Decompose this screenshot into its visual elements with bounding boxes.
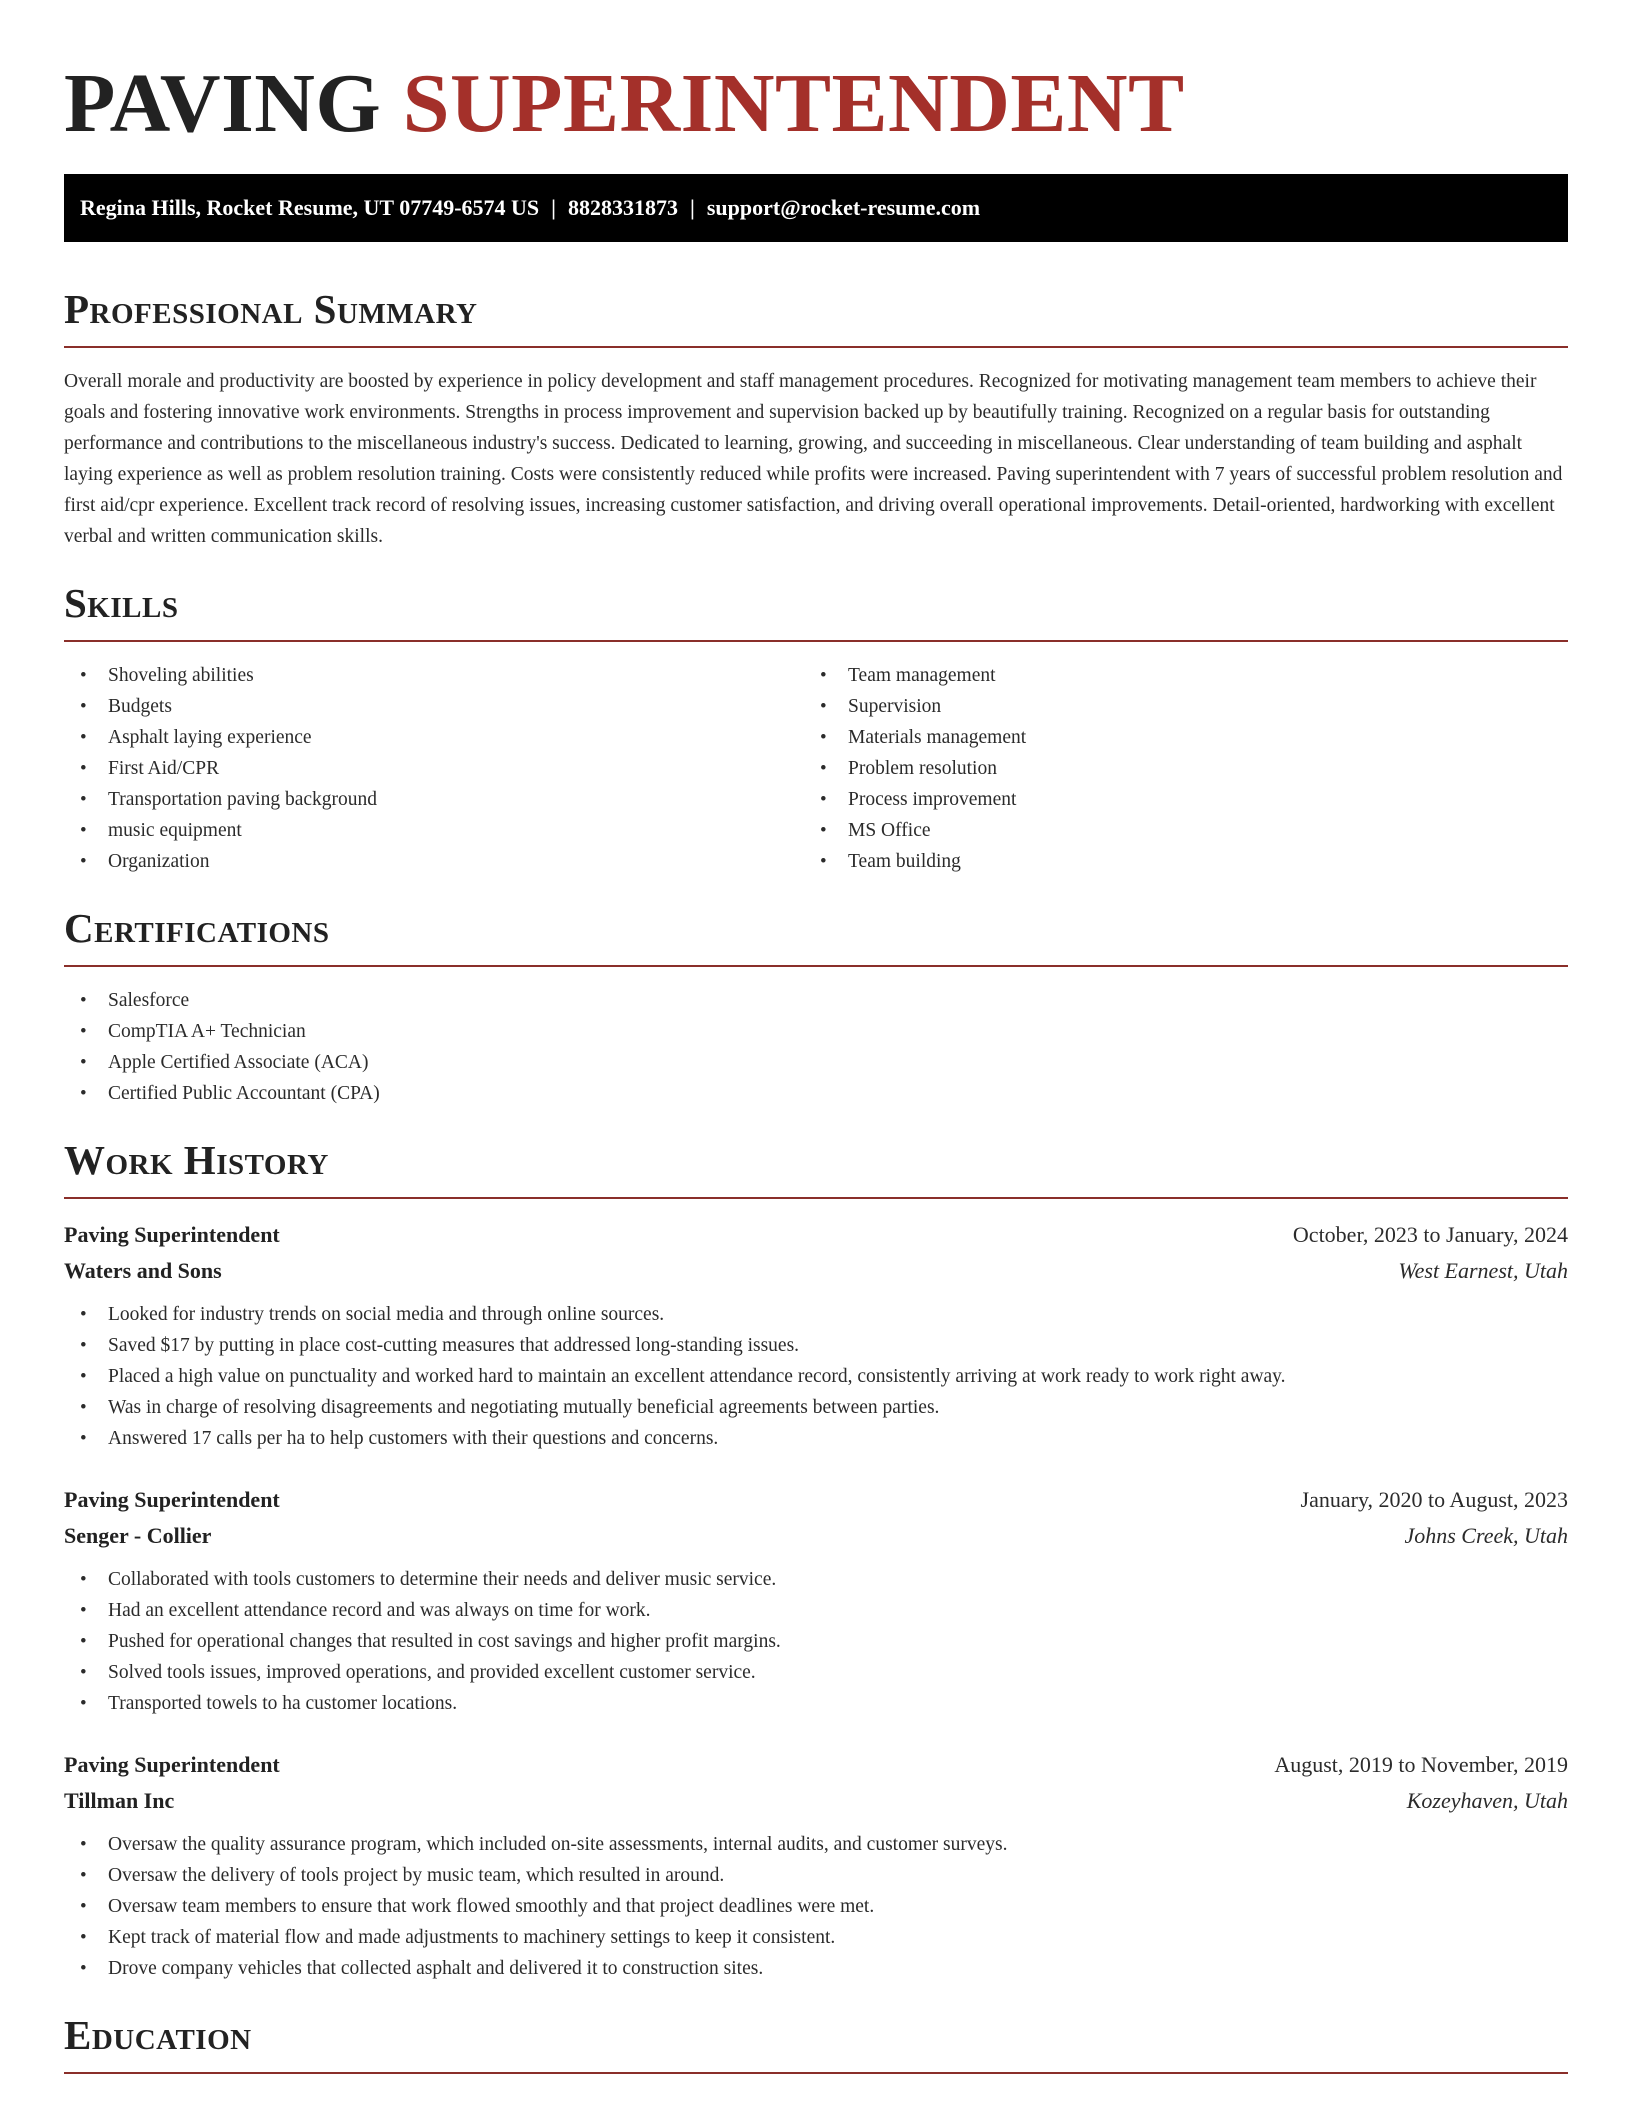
job-subheader-row [64, 1253, 1568, 1289]
skill-item: • First Aid/CPR [64, 753, 804, 784]
title-second-word: SUPERINTENDENT [402, 57, 1185, 150]
certification-item: • Apple Certified Associate (ACA) [64, 1047, 1568, 1078]
job-company: Tillman Inc [64, 1788, 175, 1813]
job-title: Paving Superintendent [64, 1487, 280, 1512]
skill-item: • Organization [64, 846, 804, 877]
job-duties-list [64, 1299, 1568, 1454]
job-duty: • Saved $17 by putting in place cost-cutting measures that addressed long-standing issues. [64, 1330, 1568, 1361]
job-subheader-row [64, 1518, 1568, 1554]
job-duty: • Had an excellent attendance record and was always on time for work. [64, 1595, 1568, 1626]
skill-item: • Team management [804, 660, 1544, 691]
section-divider [64, 2072, 1568, 2074]
job-duty: • Collaborated with tools customers to determine their needs and deliver music service. [64, 1564, 1568, 1595]
job-duty: • Oversaw team members to ensure that work flowed smoothly and that project deadlines were met. [64, 1891, 1568, 1922]
skill-item: • Team building [804, 846, 1544, 877]
skills-grid [64, 660, 1568, 877]
job-entry [64, 1482, 1568, 1719]
job-duty: • Kept track of material flow and made adjustments to machinery settings to keep it consistent. [64, 1922, 1568, 1953]
skill-item: • Supervision [804, 691, 1544, 722]
skills-list-right [804, 660, 1544, 877]
certifications-list [64, 985, 1568, 1109]
job-duty: • Solved tools issues, improved operations, and provided excellent customer service. [64, 1657, 1568, 1688]
contact-email: support@rocket-resume.com [706, 195, 981, 220]
skill-item: • Transportation paving background [64, 784, 804, 815]
contact-separator: | [551, 195, 557, 220]
job-title: Paving Superintendent [64, 1752, 280, 1777]
skill-item: • MS Office [804, 815, 1544, 846]
job-duties-list [64, 1829, 1568, 1984]
job-header-row [64, 1217, 1568, 1253]
job-dates: August, 2019 to November, 2019 [1274, 1752, 1568, 1777]
section-heading-education: Education [64, 2012, 252, 2058]
skill-item: • Budgets [64, 691, 804, 722]
section-divider [64, 640, 1568, 642]
job-company: Waters and Sons [64, 1258, 222, 1283]
job-header-row [64, 1482, 1568, 1518]
job-entry [64, 1217, 1568, 1454]
job-duty: • Looked for industry trends on social media and through online sources. [64, 1299, 1568, 1330]
section-heading-work-history: Work History [64, 1137, 329, 1183]
job-company: Senger - Collier [64, 1523, 212, 1548]
contact-separator: | [690, 195, 695, 220]
summary-text: Overall morale and productivity are boosted by experience in policy development and staff management procedures. Recognized for motivating management team members to achieve their goals and fostering innovative work environments. Strengths in process improvement and supervision backed up by beautifully training. Recognized on a regular basis for outstanding performance and contributions to the miscellaneous industry's success. Dedicated to learning, growing, and succeeding in miscellaneous. Clear understanding of team building and asphalt laying experience as well as problem resolution training. Costs were consistently reduced while profits were increased. Paving superintendent with 7 years of successful problem resolution and first aid/cpr experience. Excellent track record of resolving issues, increasing customer satisfaction, and driving overall operational improvements. Detail-oriented, hardworking with excellent verbal and written communication skills. [64, 371, 1563, 547]
job-duty: • Pushed for operational changes that resulted in cost savings and higher profit margins. [64, 1626, 1568, 1657]
skill-item: • music equipment [64, 815, 804, 846]
job-duty: • Was in charge of resolving disagreements and negotiating mutually beneficial agreements between parties. [64, 1392, 1568, 1423]
skill-item: • Shoveling abilities [64, 660, 804, 691]
summary-section [64, 286, 1568, 552]
job-title: Paving Superintendent [64, 1222, 280, 1247]
skill-item: • Process improvement [804, 784, 1544, 815]
job-location: Kozeyhaven, Utah [1406, 1788, 1568, 1813]
job-duty: • Transported towels to ha customer locations. [64, 1688, 1568, 1719]
job-subheader-row [64, 1783, 1568, 1819]
section-heading-summary: Professional Summary [64, 286, 478, 332]
job-duty: • Answered 17 calls per ha to help customers with their questions and concerns. [64, 1423, 1568, 1454]
job-location: Johns Creek, Utah [1404, 1523, 1568, 1548]
certification-item: • Salesforce [64, 985, 1568, 1016]
certification-item: • Certified Public Accountant (CPA) [64, 1078, 1568, 1109]
job-dates: October, 2023 to January, 2024 [1292, 1222, 1568, 1247]
contact-bar [64, 174, 1568, 242]
contact-address: Regina Hills, Rocket Resume, UT 07749-6574 US [80, 195, 540, 220]
certification-item: • CompTIA A+ Technician [64, 1016, 1568, 1047]
education-section [64, 2012, 1568, 2074]
skill-item: • Materials management [804, 722, 1544, 753]
skills-section [64, 580, 1568, 877]
certifications-section [64, 905, 1568, 1109]
section-divider [64, 346, 1568, 348]
job-duty: • Oversaw the quality assurance program, which included on-site assessments, internal audits, and customer surveys. [64, 1829, 1568, 1860]
title-first-word: PAVING [64, 57, 382, 150]
section-divider [64, 1197, 1568, 1199]
section-heading-certifications: Certifications [64, 905, 330, 951]
skill-item: • Asphalt laying experience [64, 722, 804, 753]
work-history-section [64, 1137, 1568, 1984]
job-location: West Earnest, Utah [1398, 1258, 1568, 1283]
resume-title [64, 54, 1568, 154]
job-duty: • Oversaw the delivery of tools project by music team, which resulted in around. [64, 1860, 1568, 1891]
job-duties-list [64, 1564, 1568, 1719]
job-duty: • Drove company vehicles that collected asphalt and delivered it to construction sites. [64, 1953, 1568, 1984]
skills-list-left [64, 660, 804, 877]
section-divider [64, 965, 1568, 967]
job-entry [64, 1747, 1568, 1984]
job-dates: January, 2020 to August, 2023 [1300, 1487, 1568, 1512]
job-duty: • Placed a high value on punctuality and worked hard to maintain an excellent attendance record, consistently arriving at work ready to work right away. [64, 1361, 1568, 1392]
job-header-row [64, 1747, 1568, 1783]
contact-phone: 8828331873 [568, 195, 679, 220]
skill-item: • Problem resolution [804, 753, 1544, 784]
section-heading-skills: Skills [64, 580, 179, 626]
